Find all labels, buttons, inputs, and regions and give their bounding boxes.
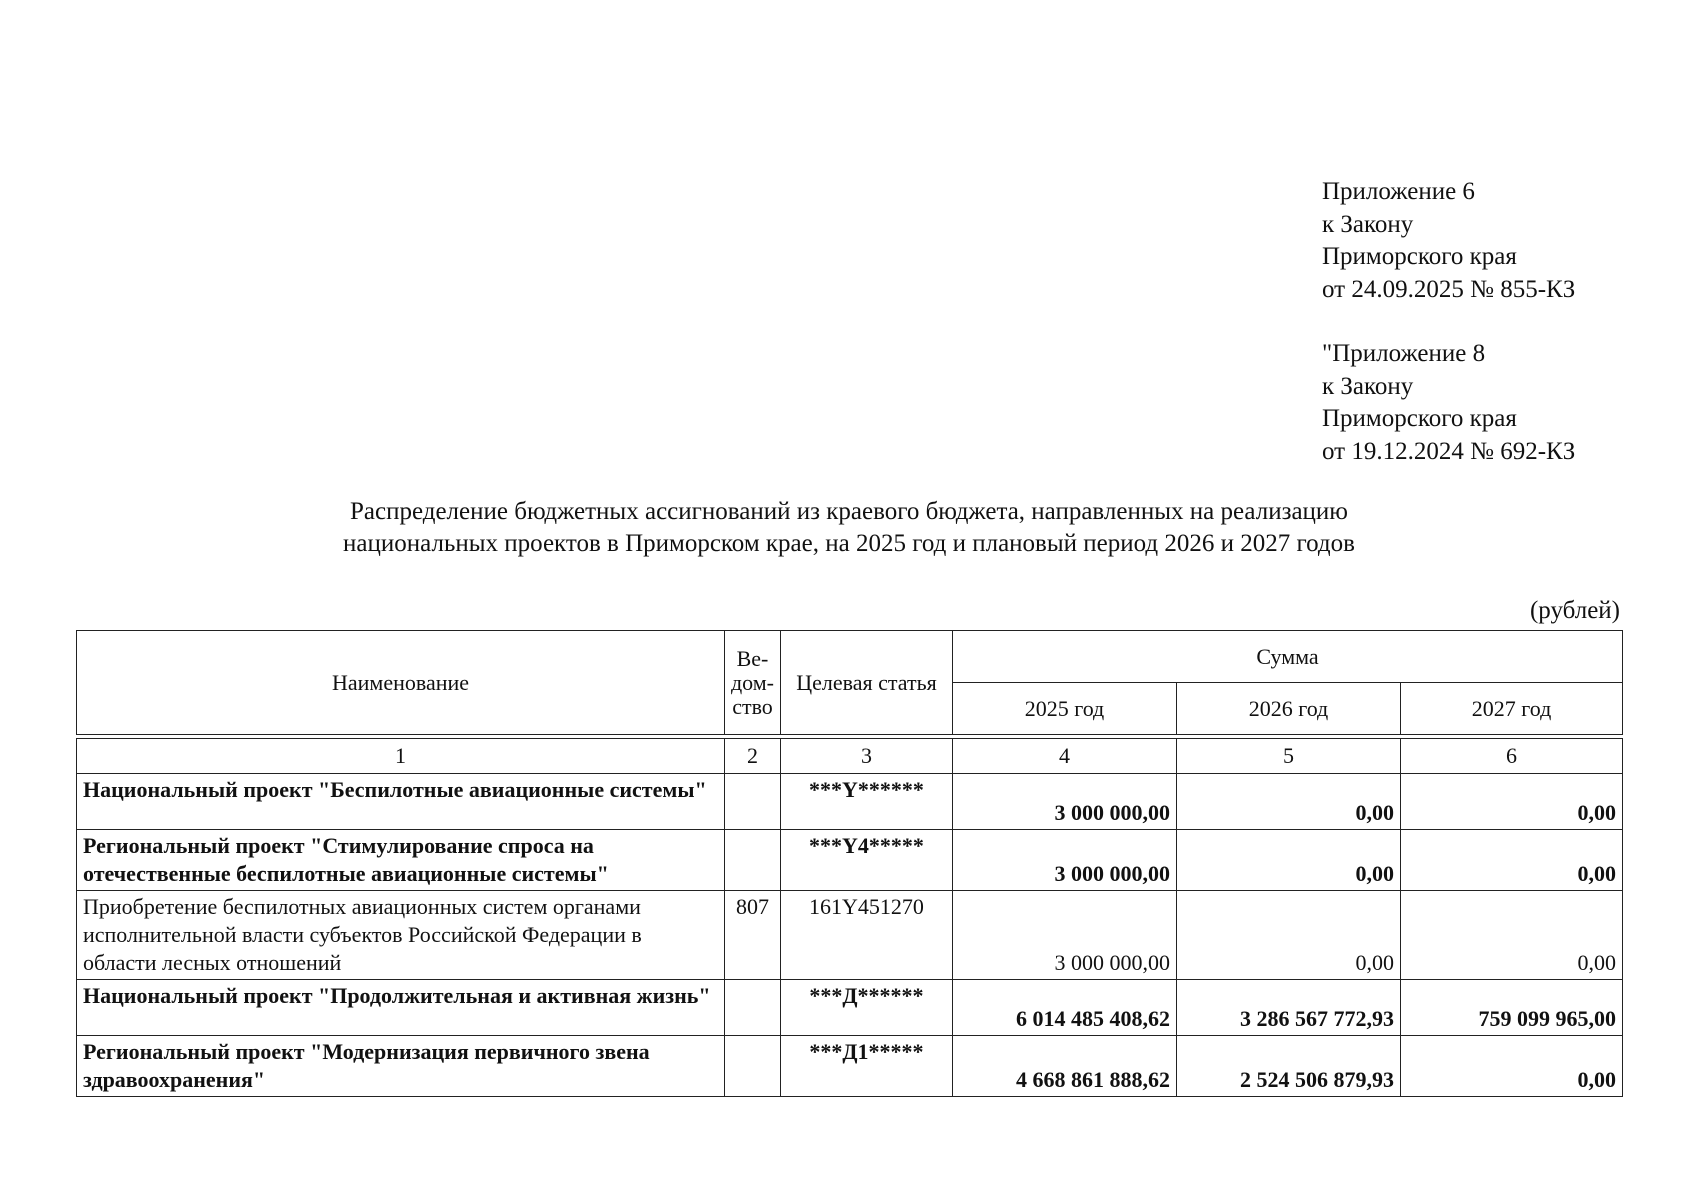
table-row xyxy=(77,830,1623,891)
row-sum-2026: 2 524 506 879,93 xyxy=(1177,1036,1401,1097)
row-target: ***Y****** xyxy=(781,774,953,830)
row-sum-2025: 3 000 000,00 xyxy=(953,830,1177,891)
appendix-line: от 24.09.2025 № 855-КЗ xyxy=(1322,275,1576,303)
header-year-2025: 2025 год xyxy=(953,683,1177,735)
row-sum-2026: 0,00 xyxy=(1177,891,1401,980)
row-sum-2027: 759 099 965,00 xyxy=(1401,980,1623,1036)
row-dept xyxy=(725,830,781,891)
row-dept xyxy=(725,774,781,830)
appendix-current-header xyxy=(1322,176,1575,306)
row-sum-2026: 0,00 xyxy=(1177,830,1401,891)
row-dept xyxy=(725,980,781,1036)
row-name: Региональный проект "Модернизация первичного звена здравоохранения" xyxy=(77,1036,725,1097)
row-sum-2025: 6 014 485 408,62 xyxy=(953,980,1177,1036)
row-name: Приобретение беспилотных авиационных систем органами исполнительной власти субъектов Российской Федерации в области лесных отношений xyxy=(77,891,725,980)
appendix-line: Приморского края xyxy=(1322,405,1517,432)
row-sum-2026: 0,00 xyxy=(1177,774,1401,830)
units-label: (рублей) xyxy=(1529,597,1620,624)
row-sum-2027: 0,00 xyxy=(1401,891,1623,980)
header-dept xyxy=(725,631,781,735)
header-year-2026: 2026 год xyxy=(1177,683,1401,735)
column-number: 5 xyxy=(1177,739,1401,774)
column-number: 6 xyxy=(1401,739,1623,774)
appendix-line: к Закону xyxy=(1322,372,1414,400)
appendix-original-header xyxy=(1322,338,1575,468)
appendix-line: Приложение 6 xyxy=(1322,178,1475,205)
header-target: Целевая статья xyxy=(781,631,953,735)
row-sum-2027: 0,00 xyxy=(1401,830,1623,891)
row-dept xyxy=(725,1036,781,1097)
appendix-line: "Приложение 8 xyxy=(1322,340,1486,367)
table-row xyxy=(77,774,1623,830)
column-number: 2 xyxy=(725,739,781,774)
table-row xyxy=(77,1036,1623,1097)
row-sum-2026: 3 286 567 772,93 xyxy=(1177,980,1401,1036)
column-numbers-row xyxy=(77,739,1623,774)
row-sum-2025: 4 668 861 888,62 xyxy=(953,1036,1177,1097)
row-name: Национальный проект "Продолжительная и активная жизнь" xyxy=(77,980,725,1036)
row-target: 161Y451270 xyxy=(781,891,953,980)
appendix-line: Приморского края xyxy=(1322,243,1517,270)
table-header xyxy=(76,630,1623,735)
row-target: ***Д****** xyxy=(781,980,953,1036)
appendix-line: к Закону xyxy=(1322,210,1414,238)
header-dept-line: дом- xyxy=(730,669,775,695)
row-target: ***Д1***** xyxy=(781,1036,953,1097)
column-number: 1 xyxy=(77,739,725,774)
row-sum-2027: 0,00 xyxy=(1401,1036,1623,1097)
row-name: Региональный проект "Стимулирование спроса на отечественные беспилотные авиационные системы" xyxy=(77,830,725,891)
budget-table xyxy=(76,738,1623,1097)
row-sum-2025: 3 000 000,00 xyxy=(953,891,1177,980)
row-dept: 807 xyxy=(725,891,781,980)
header-year-2027: 2027 год xyxy=(1401,683,1623,735)
row-name: Национальный проект "Беспилотные авиационные системы" xyxy=(77,774,725,830)
header-sum: Сумма xyxy=(953,631,1623,683)
row-sum-2027: 0,00 xyxy=(1401,774,1623,830)
table-row xyxy=(77,980,1623,1036)
header-name: Наименование xyxy=(77,631,725,735)
row-target: ***Y4***** xyxy=(781,830,953,891)
header-dept-line: Ве- xyxy=(736,645,769,671)
header-dept-line: ство xyxy=(732,693,773,719)
row-sum-2025: 3 000 000,00 xyxy=(953,774,1177,830)
title-line: Распределение бюджетных ассигнований из краевого бюджета, направленных на реализацию xyxy=(350,498,1348,525)
table-row xyxy=(77,891,1623,980)
document-title xyxy=(150,496,1548,560)
column-number: 4 xyxy=(953,739,1177,774)
appendix-line: от 19.12.2024 № 692-КЗ xyxy=(1322,437,1576,465)
title-line: национальных проектов в Приморском крае, на 2025 год и плановый период 2026 и 2027 годов xyxy=(343,530,1355,557)
column-number: 3 xyxy=(781,739,953,774)
